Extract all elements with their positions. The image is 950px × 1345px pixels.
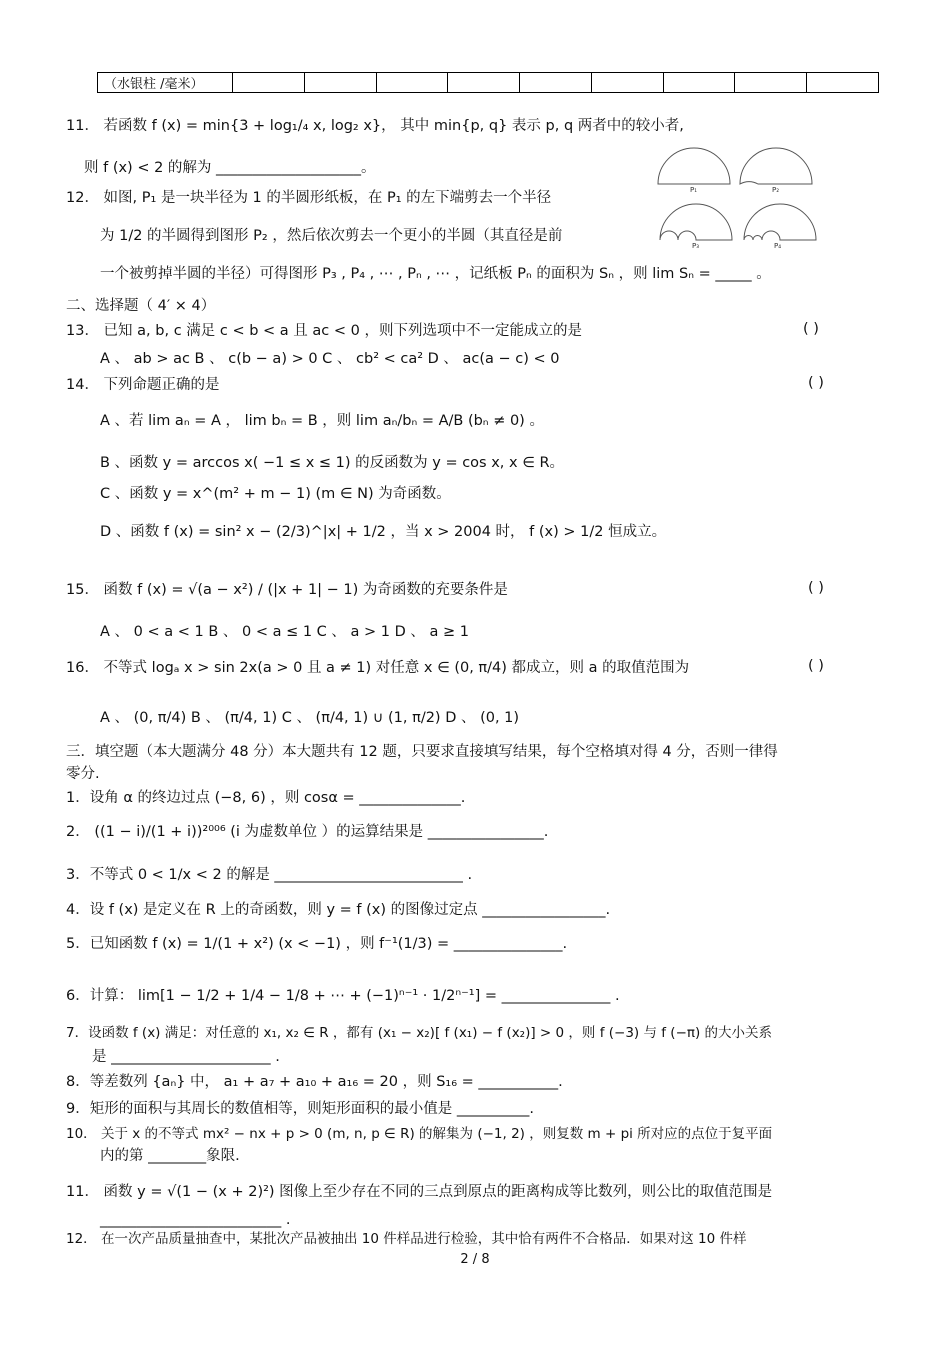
question-12-line-1: 12． 如图, P₁ 是一块半径为 1 的半圆形纸板，在 P₁ 的左下端剪去一个半径 bbox=[66, 190, 552, 206]
table-cell bbox=[520, 73, 592, 93]
figure-label-p1: P₁ bbox=[690, 186, 698, 194]
table-cell bbox=[233, 73, 305, 93]
answer-paren-14: ( ) bbox=[808, 375, 824, 391]
figure-p1-shape bbox=[658, 148, 730, 184]
question-14-stem: 14． 下列命题正确的是 bbox=[66, 377, 220, 393]
figure-label-p2: P₂ bbox=[772, 186, 780, 194]
question-12-line-3: 一个被剪掉半圆的半径）可得图形 P₃ , P₄ , ⋯ , Pₙ , ⋯ ，记纸板 Pₙ 的面积为 Sₙ ，则 lim Sₙ = _____ 。 bbox=[100, 266, 771, 282]
table-cell bbox=[735, 73, 807, 93]
question-12-line-2: 为 1/2 的半圆得到图形 P₂ ，然后依次剪去一个更小的半圆（其直径是前 bbox=[100, 228, 563, 244]
section-2-heading: 二、选择题（ 4′ × 4） bbox=[66, 298, 216, 314]
question-16-options: A 、 (0, π/4) B 、 (π/4, 1) C 、 (π/4, 1) ∪ (1, π/2) D 、 (0, 1) bbox=[100, 710, 520, 726]
answer-paren-16: ( ) bbox=[808, 658, 824, 674]
table-cell bbox=[663, 73, 735, 93]
page-number: 2 / 8 bbox=[460, 1252, 490, 1267]
answer-paren-13: ( ) bbox=[803, 321, 819, 337]
fill-2: 2． ((1 − i)/(1 + i))²⁰⁰⁶ (i 为虚数单位 ）的运算结果是 ________________. bbox=[66, 824, 549, 840]
table-cell bbox=[304, 73, 376, 93]
fill-10: 10． 关于 x 的不等式 mx² − nx + p > 0 (m, n, p ∈ R) 的解集为 (−1, 2) ，则复数 m + pi 所对应的点位于复平面 bbox=[66, 1126, 773, 1142]
question-14-option-a: A 、若 lim aₙ = A ， lim bₙ = B ，则 lim aₙ/bₙ = A/B (bₙ ≠ 0) 。 bbox=[100, 413, 544, 429]
fill-4: 4．设 f (x) 是定义在 R 上的奇函数，则 y = f (x) 的图像过定点 _________________. bbox=[66, 902, 611, 918]
section-3-heading-cont: 零分. bbox=[66, 766, 100, 782]
question-13-stem: 13． 已知 a, b, c 满足 c < b < a 且 ac < 0 ，则下列选项中不一定能成立的是 bbox=[66, 323, 582, 339]
fill-9: 9．矩形的面积与其周长的数值相等，则矩形面积的最小值是 __________. bbox=[66, 1101, 534, 1117]
fill-8: 8．等差数列 {aₙ} 中， a₁ + a₇ + a₁₀ + a₁₆ = 20 ，则 S₁₆ = ___________. bbox=[66, 1074, 563, 1090]
question-14-option-d: D 、函数 f (x) = sin² x − (2/3)^|x| + 1/2 ，当 x > 2004 时， f (x) > 1/2 恒成立。 bbox=[100, 524, 667, 540]
question-14-option-c: C 、函数 y = x^(m² + m − 1) (m ∈ N) 为奇函数。 bbox=[100, 486, 451, 502]
fill-11: 11． 函数 y = √(1 − (x + 2)²) 图像上至少存在不同的三点到原点的距离构成等比数列，则公比的取值范围是 bbox=[66, 1184, 773, 1200]
table-cell bbox=[807, 73, 879, 93]
fill-7-cont: 是 ______________________ . bbox=[92, 1049, 280, 1065]
fill-11-cont: _________________________ . bbox=[100, 1212, 291, 1228]
fill-10-cont: 内的第 ________象限. bbox=[100, 1148, 240, 1164]
table-cell-label: （水银柱 /毫米） bbox=[98, 73, 233, 93]
fill-12: 12． 在一次产品质量抽查中，某批次产品被抽出 10 件样品进行检验，其中恰有两件不合格品．如果对这 10 件样 bbox=[66, 1231, 747, 1247]
question-13-options: A 、 ab > ac B 、 c(b − a) > 0 C 、 cb² < ca² D 、 ac(a − c) < 0 bbox=[100, 351, 560, 367]
fill-7: 7．设函数 f (x) 满足：对任意的 x₁, x₂ ∈ R ，都有 (x₁ − x₂)[ f (x₁) − f (x₂)] > 0 ，则 f (−3) 与 f (−π) 的大小关系 bbox=[66, 1025, 773, 1041]
figure-p2-shape bbox=[740, 148, 812, 184]
answer-paren-15: ( ) bbox=[808, 580, 824, 596]
table-cell bbox=[591, 73, 663, 93]
question-11-line: 11． 若函数 f (x) = min{3 + log₁/₄ x, log₂ x}， 其中 min{p, q} 表示 p, q 两者中的较小者, bbox=[66, 118, 684, 134]
question-15-options: A 、 0 < a < 1 B 、 0 < a ≤ 1 C 、 a > 1 D 、 a ≥ 1 bbox=[100, 624, 469, 640]
fill-1: 1．设角 α 的终边过点 (−8, 6) ，则 cosα = ______________. bbox=[66, 790, 466, 806]
semicircle-figures bbox=[654, 142, 834, 254]
question-15-stem: 15． 函数 f (x) = √(a − x²) / (|x + 1| − 1) 为奇函数的充要条件是 bbox=[66, 582, 508, 598]
fill-5: 5．已知函数 f (x) = 1/(1 + x²) (x < −1) ，则 f⁻¹(1/3) = _______________. bbox=[66, 936, 568, 952]
question-11-answer-line: 则 f (x) < 2 的解为 ____________________。 bbox=[84, 160, 376, 176]
fill-6: 6．计算： lim[1 − 1/2 + 1/4 − 1/8 + ⋯ + (−1)ⁿ⁻¹ · 1/2ⁿ⁻¹] = _______________ . bbox=[66, 988, 620, 1004]
figure-p3-shape bbox=[660, 204, 732, 240]
figure-label-p4: P₄ bbox=[774, 242, 782, 250]
question-14-option-b: B 、函数 y = arccos x( −1 ≤ x ≤ 1) 的反函数为 y = cos x, x ∈ R。 bbox=[100, 455, 565, 471]
table-cell bbox=[376, 73, 448, 93]
section-3-heading: 三．填空题（本大题满分 48 分）本大题共有 12 题，只要求直接填写结果，每个空格填对得 4 分，否则一律得 bbox=[66, 744, 778, 760]
figure-label-p3: P₃ bbox=[692, 242, 700, 250]
question-16-stem: 16． 不等式 logₐ x > sin 2x(a > 0 且 a ≠ 1) 对任意 x ∈ (0, π/4) 都成立，则 a 的取值范围为 bbox=[66, 660, 690, 676]
table-cell bbox=[448, 73, 520, 93]
pressure-table-row bbox=[97, 72, 879, 93]
figure-p4-shape bbox=[744, 204, 816, 240]
fill-3: 3．不等式 0 < 1/x < 2 的解是 __________________________ . bbox=[66, 867, 473, 883]
